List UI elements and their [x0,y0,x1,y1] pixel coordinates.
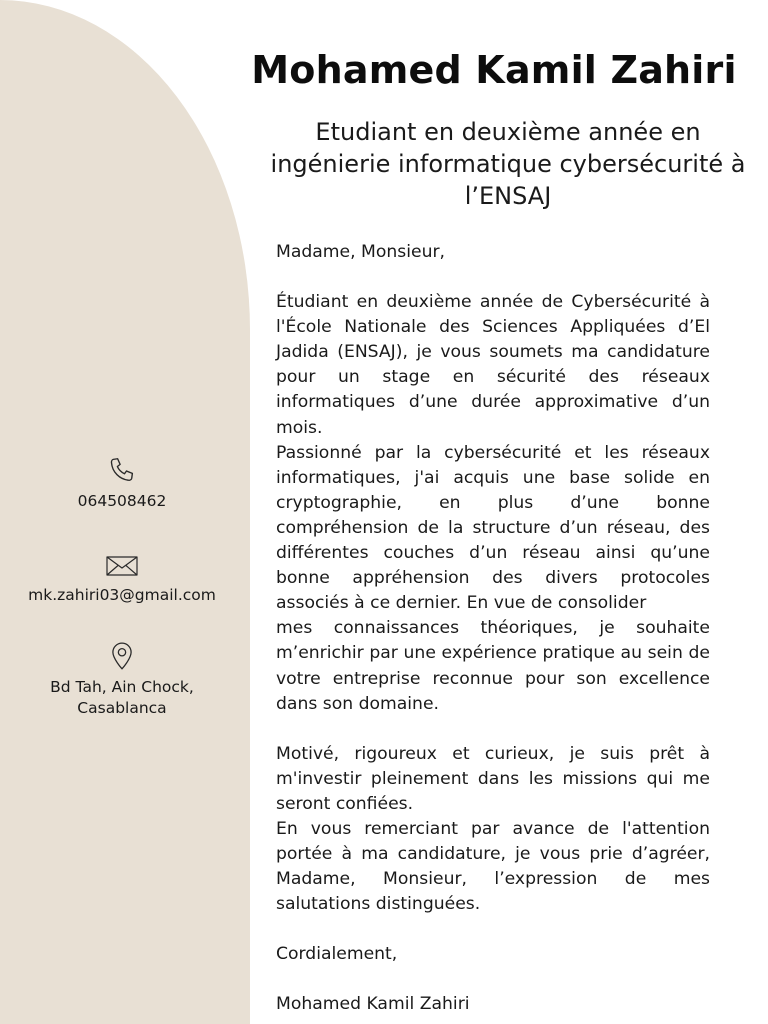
paragraph-closing-formula: En vous remerciant par avance de l'attention portée à ma candidature, je vous prie d’agréer, Madame, Monsieur, l’expression de mes salutations distinguées. [276,818,710,915]
address-line-2: Casablanca [77,699,167,717]
paragraph-qualities: Motivé, rigoureux et curieux, je suis prêt à m'investir pleinement dans les missions qui me seront confiées. [276,743,710,814]
phone-icon [107,455,137,485]
envelope-icon [105,553,139,579]
contact-address [0,641,244,719]
email-address[interactable]: mk.zahiri03@gmail.com [28,586,216,604]
contact-phone [0,455,244,512]
contact-email [0,553,244,606]
closing: Cordialement, [276,944,398,965]
paragraph-motivation: mes connaissances théoriques, je souhaite m’enrichir par une expérience pratique au sein de votre entreprise reconnue pour son excellence dans son domaine. [276,618,710,714]
candidate-name: Mohamed Kamil Zahiri [251,48,737,92]
paragraph-intro: Étudiant en deuxième année de Cybersécurité à l'École Nationale des Sciences Appliquées d’El Jadida (ENSAJ), je vous soumets ma candidature pour un stage en sécurité des réseaux informatiques d’une durée approximative d’un mois. [276,292,710,438]
location-pin-icon [109,641,135,671]
paragraph-skills: Passionné par la cybersécurité et les réseaux informatiques, j'ai acquis une base solide en cryptographie, en plus d’une bonne compréhension de la structure d’un réseau, des différentes couches d’un réseau ainsi qu’une bonne appréhension des divers protocoles associés à ce dernier. En vue de consolider [276,442,710,614]
address-line-1: Bd Tah, Ain Chock, [50,678,194,696]
signature: Mohamed Kamil Zahiri [276,994,470,1015]
candidate-subtitle: Etudiant en deuxième année en ingénierie informatique cybersécurité à l’ENSAJ [270,118,746,210]
salutation: Madame, Monsieur, [276,242,446,262]
phone-number[interactable]: 064508462 [77,492,167,510]
sidebar-background [0,0,250,1024]
letter-body [276,240,710,1018]
